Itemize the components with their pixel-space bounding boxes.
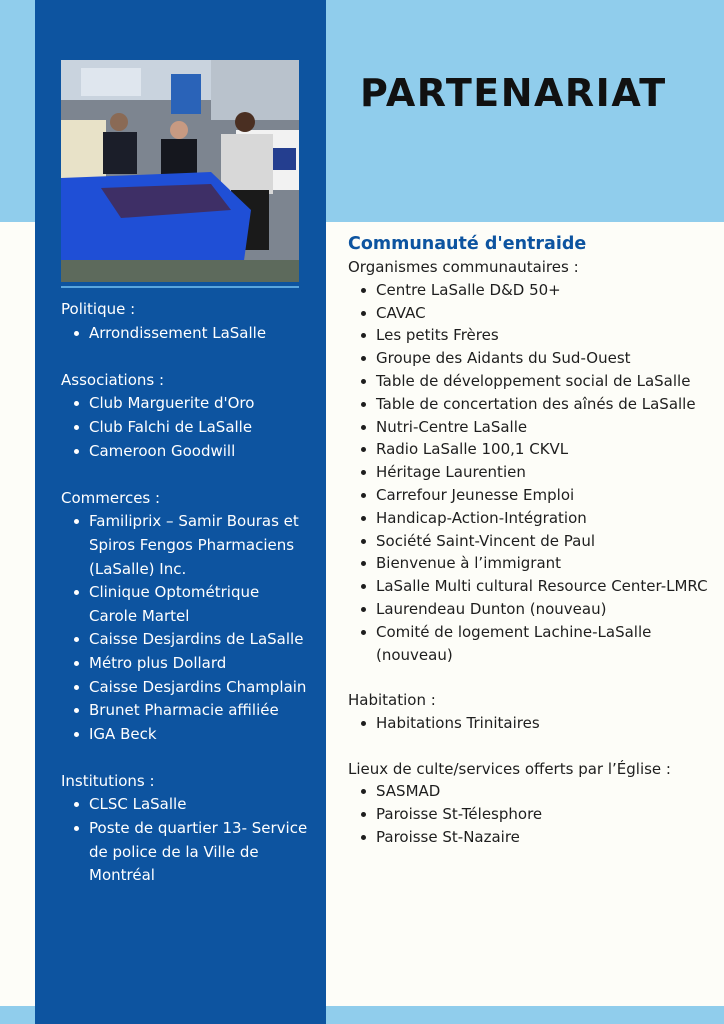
right-partner-list — [348, 232, 716, 872]
partner-group — [61, 487, 309, 747]
list-item: Caisse Desjardins Champlain — [89, 676, 309, 700]
partner-group — [61, 298, 309, 345]
list-item: Arrondissement LaSalle — [89, 322, 309, 346]
list-item: Les petits Frères — [376, 324, 716, 347]
list-item: Habitations Trinitaires — [376, 712, 716, 735]
list-item: Caisse Desjardins de LaSalle — [89, 628, 309, 652]
group-label: Institutions : — [61, 771, 155, 790]
list-item: Carrefour Jeunesse Emploi — [376, 484, 716, 507]
list-item: Société Saint-Vincent de Paul — [376, 530, 716, 553]
list-item: Centre LaSalle D&D 50+ — [376, 279, 716, 302]
partner-bullet-list — [61, 510, 309, 746]
list-item: Laurendeau Dunton (nouveau) — [376, 598, 716, 621]
list-item: Paroisse St-Télesphore — [376, 803, 716, 826]
list-item: CAVAC — [376, 302, 716, 325]
list-item: Poste de quartier 13- Service de police de la Ville de Montréal — [89, 817, 309, 888]
photo-underline — [61, 286, 299, 288]
group-label: Habitation : — [348, 691, 436, 710]
list-item: Groupe des Aidants du Sud-Ouest — [376, 347, 716, 370]
list-item: Club Marguerite d'Oro — [89, 392, 309, 416]
list-item: LaSalle Multi cultural Resource Center-LMRC — [376, 575, 716, 598]
list-item: Paroisse St-Nazaire — [376, 826, 716, 849]
group-label: Politique : — [61, 300, 136, 318]
list-item: Familiprix – Samir Bouras et Spiros Fengos Pharmaciens (LaSalle) Inc. — [89, 510, 309, 581]
partner-group — [61, 770, 309, 888]
section-heading: Communauté d'entraide — [348, 234, 587, 254]
partner-bullet-list — [348, 279, 716, 667]
group-label: Commerces : — [61, 488, 161, 507]
booth-photo — [61, 60, 299, 282]
group-label: Associations : — [61, 370, 165, 389]
partner-bullet-list — [348, 712, 716, 735]
list-item: Brunet Pharmacie affiliée — [89, 699, 309, 723]
list-item: Radio LaSalle 100,1 CKVL — [376, 438, 716, 461]
list-item: Clinique Optométrique Carole Martel — [89, 581, 309, 628]
list-item: Table de développement social de LaSalle — [376, 370, 716, 393]
list-item: Table de concertation des aînés de LaSalle — [376, 393, 716, 416]
partner-bullet-list — [61, 392, 309, 463]
list-item: Métro plus Dollard — [89, 652, 309, 676]
list-item: Héritage Laurentien — [376, 461, 716, 484]
group-label: Lieux de culte/services offerts par l’Église : — [348, 759, 671, 778]
list-item: Club Falchi de LaSalle — [89, 416, 309, 440]
partner-group — [348, 256, 716, 666]
partner-group — [348, 689, 716, 735]
group-label: Organismes communautaires : — [348, 258, 579, 276]
list-item: Cameroon Goodwill — [89, 440, 309, 464]
partner-bullet-list — [348, 780, 716, 848]
partner-group — [348, 758, 716, 849]
partner-bullet-list — [61, 793, 309, 887]
list-item: Handicap-Action-Intégration — [376, 507, 716, 530]
page-title: PARTENARIAT — [360, 71, 667, 115]
list-item: IGA Beck — [89, 723, 309, 747]
list-item: Bienvenue à l’immigrant — [376, 552, 716, 575]
list-item: SASMAD — [376, 780, 716, 803]
list-item: Nutri-Centre LaSalle — [376, 416, 716, 439]
list-item: Comité de logement Lachine-LaSalle (nouveau) — [376, 621, 716, 667]
list-item: CLSC LaSalle — [89, 793, 309, 817]
partner-group — [61, 369, 309, 463]
left-partner-list — [61, 298, 309, 911]
partner-bullet-list — [61, 322, 309, 346]
